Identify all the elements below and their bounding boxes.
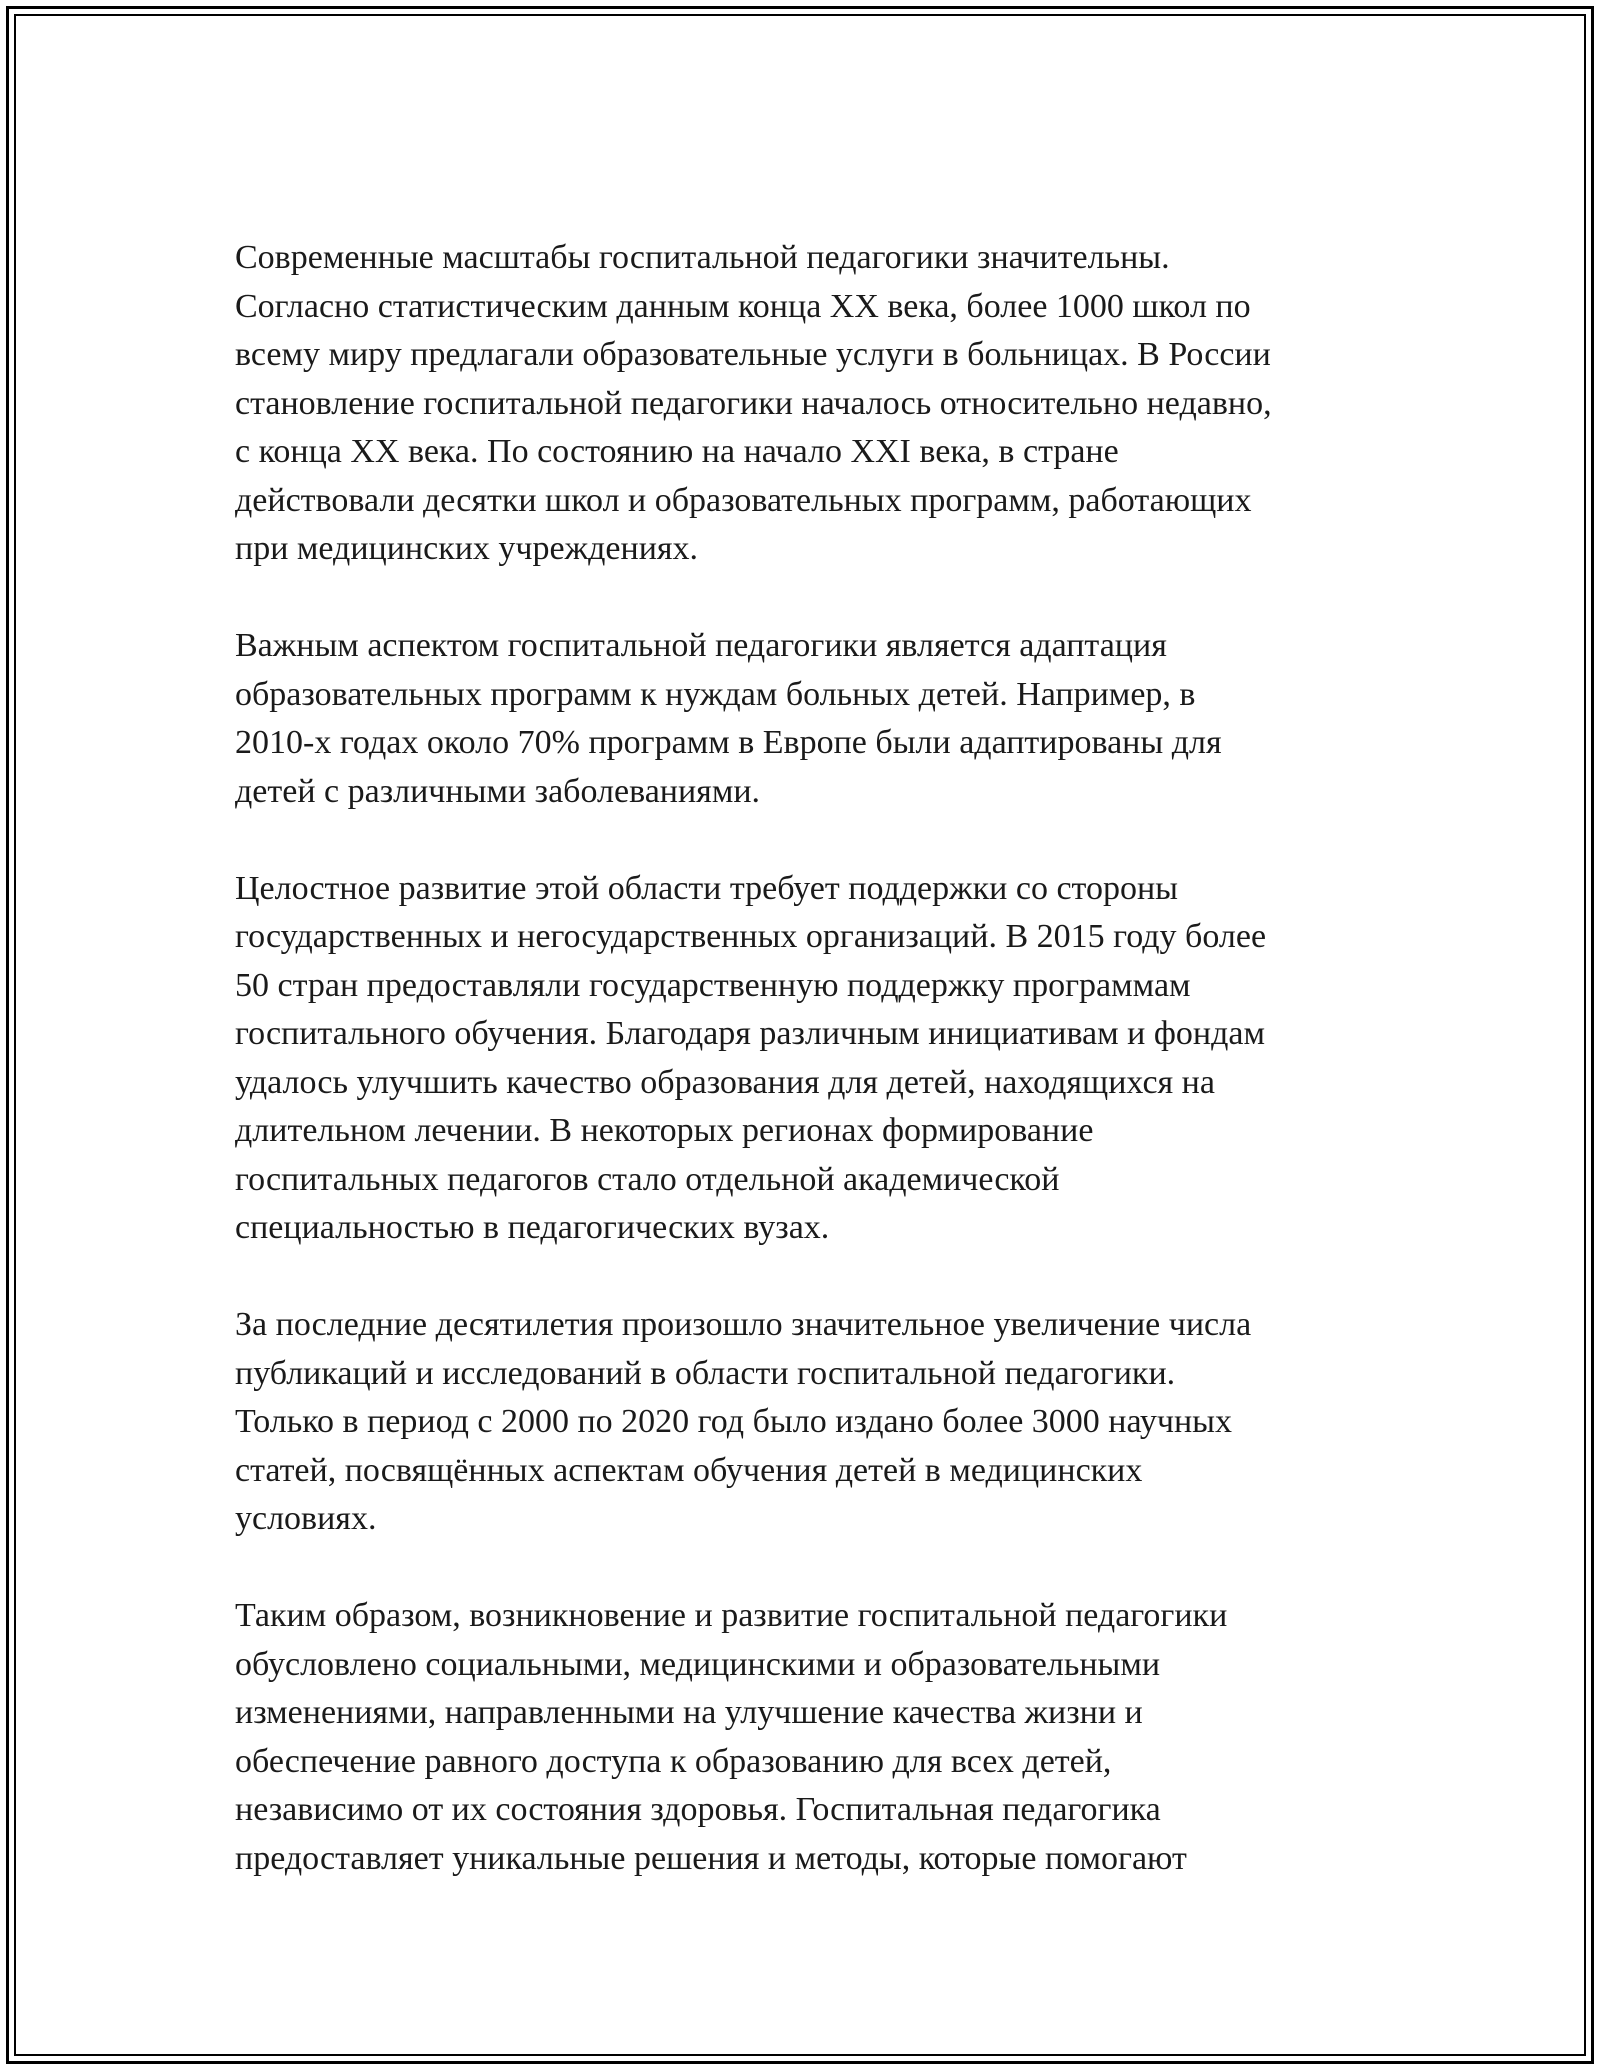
document-body: [235, 234, 1385, 1932]
paragraph-4: За последние десятилетия произошло значительное увеличение числа публикаций и исследований в области госпитальной педагогики. Только в период с 2000 по 2020 год было издано более 3000 научных статей, посвящённых аспектам обучения детей в медицинских условиях.: [235, 1306, 1252, 1537]
paragraph-2: Важным аспектом госпитальной педагогики является адаптация образовательных программ к нуждам больных детей. Например, в 2010-х годах около 70% программ в Европе были адаптированы для детей с различными заболеваниями.: [235, 627, 1222, 810]
paragraph-1: Современные масштабы госпитальной педагогики значительны. Согласно статистическим данным конца XX века, более 1000 школ по всему миру предлагали образовательные услуги в больницах. В России становление госпитальной педагогики началось относительно недавно, с конца XX века. По состоянию на начало XXI века, в стране действовали десятки школ и образовательных программ, работающих при медицинских учреждениях.: [235, 239, 1272, 567]
paragraph-3: Целостное развитие этой области требует поддержки со стороны государственных и негосударственных организаций. В 2015 году более 50 стран предоставляли государственную поддержку программам госпитального обучения. Благодаря различным инициативам и фондам удалось улучшить качество образования для детей, находящихся на длительном лечении. В некоторых регионах формирование госпитальных педагогов стало отдельной академической специальностью в педагогических вузах.: [235, 869, 1267, 1246]
paragraph-5: Таким образом, возникновение и развитие госпитальной педагогики обусловлено социальными, медицинскими и образовательными изменениями, направленными на улучшение качества жизни и обеспечение равного доступа к образованию для всех детей, независимо от их состояния здоровья. Госпитальная педагогика предоставляет уникальные решения и методы, которые помогают: [235, 1597, 1228, 1877]
